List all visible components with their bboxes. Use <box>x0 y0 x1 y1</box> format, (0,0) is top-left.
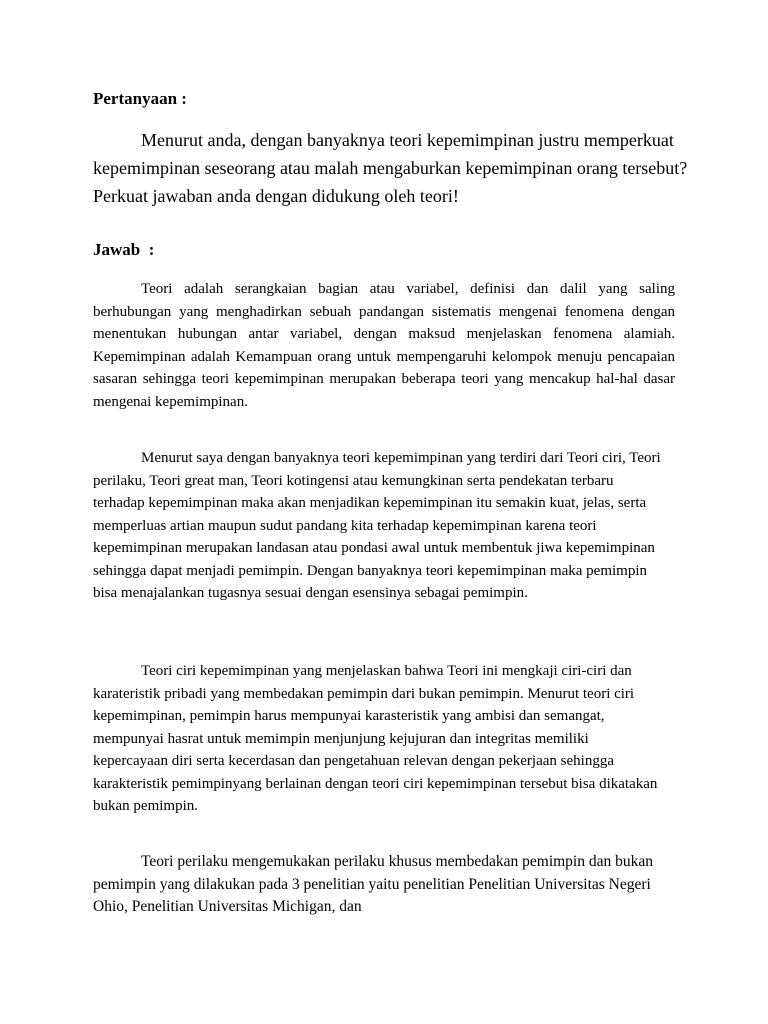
answer-paragraph-4: Teori perilaku mengemukakan perilaku khusus membedakan pemimpin dan bukan pemimpin yang dilakukan pada 3 penelitian yaitu penelitian Penelitian Universitas Negeri Ohio, Penelitian Universitas Michigan, dan <box>93 853 653 915</box>
answer-heading: Jawab : <box>93 240 155 259</box>
answer-paragraph-2: Menurut saya dengan banyaknya teori kepemimpinan yang terdiri dari Teori ciri, Teori perilaku, Teori great man, Teori kotingensi atau kemungkinan serta pendekatan terbaru terhadap kepemimpinan maka akan menjadikan kepemimpinan itu semakin kuat, jelas, serta memperluas artian maupun sudut pandang kita terhadap kepemimpinan karena teori kepemimpinan merupakan landasan atau pondasi awal untuk membentuk jiwa kepemimpinan sehingga dapat menjadi pemimpin. Dengan banyaknya teori kepemimpinan maka pemimpin bisa menajalankan tugasnya sesuai dengan esensinya sebagai pemimpin. <box>93 450 661 601</box>
question-text: Menurut anda, dengan banyaknya teori kepemimpinan justru memperkuat kepemimpinan seseorang atau malah mengaburkan kepemimpinan orang tersebut? Perkuat jawaban anda dengan didukung oleh teori! <box>93 130 688 206</box>
answer-paragraph-3: Teori ciri kepemimpinan yang menjelaskan bahwa Teori ini mengkaji ciri-ciri dan karateristik pribadi yang membedakan pemimpin dari bukan pemimpin. Menurut teori ciri kepemimpinan, pemimpin harus mempunyai karasteristik yang ambisi dan semangat, mempunyai hasrat untuk memimpin menjunjung kejujuran dan integritas memiliki kepercayaan diri serta kecerdasan dan pengetahuan relevan dengan pekerjaan sehingga karakteristik pemimpinyang berlainan dengan teori ciri kepemimpinan tersebut bisa dikatakan bukan pemimpin. <box>93 663 658 814</box>
question-heading: Pertanyaan : <box>93 89 187 108</box>
answer-paragraph-1: Teori adalah serangkaian bagian atau variabel, definisi dan dalil yang saling berhubungan yang menghadirkan sebuah pandangan sistematis mengenai fenomena dengan menentukan hubungan antar variabel, dengan maksud menjelaskan fenomena alamiah. Kepemimpinan adalah Kemampuan orang untuk mempengaruhi kelompok menuju pencapaian sasaran sehingga teori kepemimpinan merupakan beberapa teori yang mencakup hal-hal dasar mengenai kepemimpinan. <box>93 281 675 410</box>
